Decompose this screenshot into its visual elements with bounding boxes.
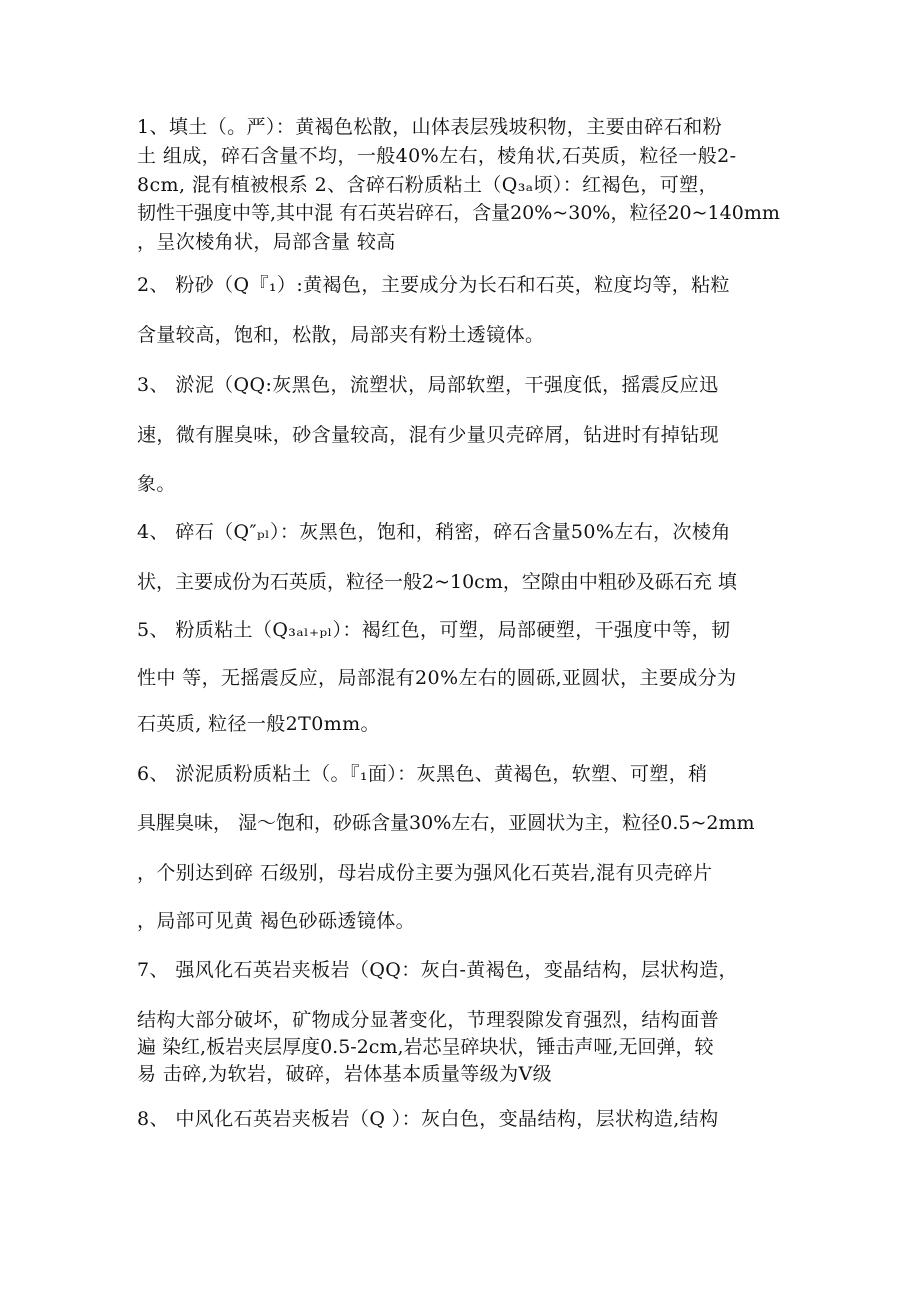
text-line: 易 击碎,为软岩，破碎，岩体基本质量等级为V级 — [137, 1063, 553, 1085]
text-line: ，呈次棱角状，局部含量 较高 — [137, 231, 396, 253]
text-line: 1、填土（。严）：黄褐色松散，山体表层残坡积物，主要由碎石和粉 — [137, 116, 722, 138]
text-line: 8、 中风化石英岩夹板岩（Q ）：灰白色，变晶结构，层状构造,结构 — [137, 1108, 719, 1130]
text-line: 3、 淤泥（QQ:灰黑色，流塑状，局部软塑，干强度低，摇震反应迅 — [137, 374, 719, 396]
text-line: 状，主要成份为石英质，粒径一般2~10cm，空隙由中粗砂及砾石充 填 — [137, 571, 737, 593]
text-line: 遍 染红,板岩夹层厚度0.5-2cm,岩芯呈碎块状，锤击声哑,无回弹，较 — [137, 1036, 714, 1058]
text-line: 韧性干强度中等,其中混 有石英岩碎石，含量20%~30%，粒径20~140mm — [137, 202, 780, 224]
text-line: ，个别达到碎 石级别，母岩成份主要为强风化石英岩,混有贝壳碎片 — [137, 862, 713, 884]
text-line: 石英质, 粒径一般2T0mm。 — [137, 713, 380, 735]
text-line: 含量较高，饱和，松散，局部夹有粉土透镜体。 — [137, 324, 545, 346]
text-line: ，局部可见黄 褐色砂砾透镜体。 — [137, 910, 416, 932]
text-line: 象。 — [137, 473, 176, 495]
text-line: 8cm, 混有植被根系 2、含碎石粉质粘土（Q₃ₐ顷）：红褐色，可塑， — [137, 174, 718, 196]
text-line: 5、 粉质粘土（Q₃ₐₗ₊ₚₗ）：褐红色，可塑，局部硬塑，干强度中等，韧 — [137, 619, 731, 641]
text-line: 土 组成，碎石含量不均，一般40%左右，棱角状,石英质，粒径一般2- — [137, 145, 737, 167]
text-line: 7、 强风化石英岩夹板岩（QQ：灰白-黄褐色，变晶结构，层状构造， — [137, 959, 738, 981]
text-line: 具腥臭味， 湿〜饱和，砂砾含量30%左右，亚圆状为主，粒径0.5~2mm — [137, 812, 755, 834]
text-line: 结构大部分破坏，矿物成分显著变化，节理裂隙发育强烈，结构面普 — [137, 1009, 720, 1031]
text-line: 6、 淤泥质粉质粘土（。『₁面）：灰黑色、黄褐色，软塑、可塑，稍 — [137, 763, 708, 785]
text-line: 4、 碎石（Q″ₚₗ）：灰黑色，饱和，稍密，碎石含量50%左右，次棱角 — [137, 521, 731, 543]
text-line: 性中 等，无摇震反应，局部混有20%左右的圆砾,亚圆状，主要成分为 — [137, 667, 737, 689]
text-line: 2、 粉砂（Q『₁）:黄褐色，主要成分为长石和石英，粒度均等，粘粒 — [137, 274, 730, 296]
text-line: 速，微有腥臭味，砂含量较高，混有少量贝壳碎屑，钻进时有掉钻现 — [137, 424, 720, 446]
